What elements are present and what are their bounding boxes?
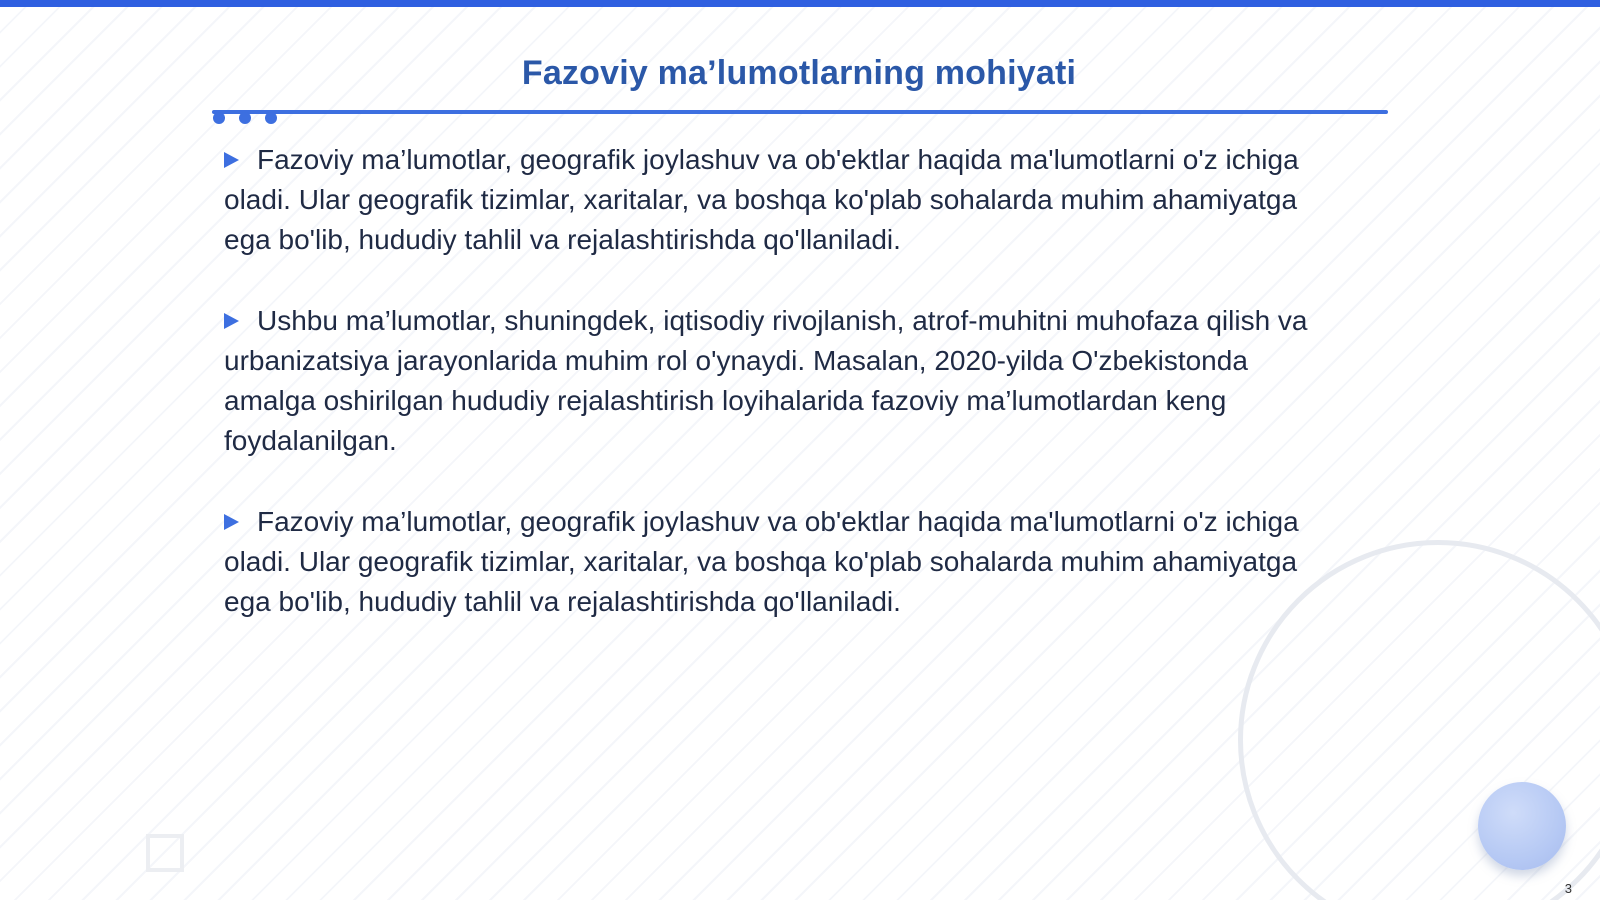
triangle-right-icon <box>224 514 239 530</box>
title-underline <box>212 110 1388 114</box>
slide-title: Fazoviy ma’lumotlarning mohiyati <box>521 54 1077 92</box>
decorative-square <box>146 834 184 872</box>
bullet-list <box>224 140 1324 663</box>
decorative-dot <box>213 112 225 124</box>
bullet-paragraph <box>224 502 1324 622</box>
bullet-text: Ushbu ma’lumotlar, shuningdek, iqtisodiy rivojlanish, atrof-muhitni muhofaza qilish va urbanizatsiya jarayonlarida muhim rol o'ynaydi. Masalan, 2020-yilda O'zbekistonda amalga oshirilgan hududiy rejalashtirish loyihalarida fazoviy ma’lumotlardan keng foydalanilgan. <box>224 305 1308 456</box>
top-accent-bar <box>0 0 1600 7</box>
page-number: 3 <box>1564 881 1572 896</box>
bullet-paragraph <box>224 301 1324 461</box>
bullet-text: Fazoviy ma’lumotlar, geografik joylashuv va ob'ektlar haqida ma'lumotlarni o'z ichiga oladi. Ular geografik tizimlar, xaritalar, va boshqa ko'plab sohalarda muhim ahamiyatga ega bo'lib, hududiy tahlil va rejalashtirishda qo'llaniladi. <box>224 144 1299 255</box>
decorative-dot <box>265 112 277 124</box>
triangle-right-icon <box>224 152 239 168</box>
decorative-sphere <box>1478 782 1566 870</box>
bullet-text: Fazoviy ma’lumotlar, geografik joylashuv va ob'ektlar haqida ma'lumotlarni o'z ichiga oladi. Ular geografik tizimlar, xaritalar, va boshqa ko'plab sohalarda muhim ahamiyatga ega bo'lib, hududiy tahlil va rejalashtirishda qo'llaniladi. <box>224 506 1299 617</box>
triangle-right-icon <box>224 313 239 329</box>
bullet-paragraph <box>224 140 1324 260</box>
decorative-dot <box>239 112 251 124</box>
